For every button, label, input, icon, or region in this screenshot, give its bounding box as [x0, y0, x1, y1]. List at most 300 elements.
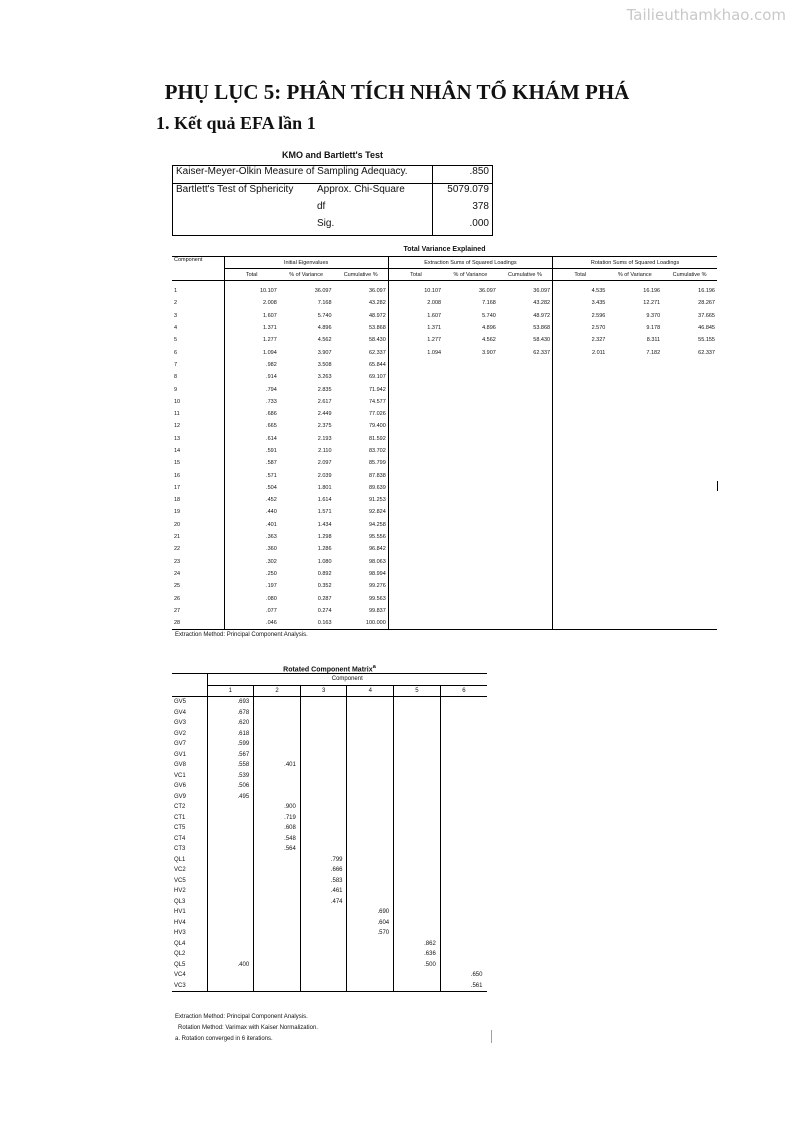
variance-cell: 1.286 [317, 546, 332, 553]
variance-cell [443, 556, 498, 568]
variance-cell [662, 617, 717, 630]
variance-cell [553, 580, 608, 592]
variance-cell [443, 482, 498, 494]
matrix-cell [254, 918, 301, 929]
variance-row [172, 605, 717, 617]
variance-row [172, 297, 717, 309]
matrix-cell [254, 697, 301, 708]
matrix-row [172, 729, 487, 740]
variance-cell [607, 519, 662, 531]
matrix-cell [300, 781, 347, 792]
variance-cell: 5 [174, 337, 178, 344]
matrix-row [172, 781, 487, 792]
variance-cell [388, 383, 443, 395]
matrix-cell [207, 865, 254, 876]
text-cursor [717, 481, 718, 491]
variance-cell: 95.556 [368, 534, 386, 541]
matrix-cell: GV4 [174, 709, 187, 716]
variance-cell: 1.277 [224, 334, 279, 346]
variance-cell: 2.449 [317, 411, 332, 418]
variance-cell [662, 556, 717, 568]
variance-cell [498, 592, 553, 604]
matrix-cell: GV5 [174, 699, 187, 706]
variance-cell [443, 396, 498, 408]
matrix-cell [394, 697, 441, 708]
matrix-cell [347, 771, 394, 782]
variance-cell [443, 469, 498, 481]
matrix-cell [300, 981, 347, 992]
rotated-caption [172, 664, 487, 673]
matrix-cell [440, 823, 487, 834]
variance-cell: 2.596 [553, 310, 608, 322]
matrix-cell [254, 907, 301, 918]
matrix-cell [254, 949, 301, 960]
variance-row [172, 592, 717, 604]
kmo-value: .850 [433, 166, 493, 184]
variance-cell [607, 408, 662, 420]
variance-cell [443, 383, 498, 395]
variance-cell: 1.277 [388, 334, 443, 346]
variance-row [172, 433, 717, 445]
variance-cell: 1.607 [388, 310, 443, 322]
df-label: df [317, 201, 326, 212]
variance-cell [553, 494, 608, 506]
variance-cell [553, 457, 608, 469]
variance-cell [662, 359, 717, 371]
variance-row [172, 482, 717, 494]
variance-cell: 0.274 [317, 607, 332, 614]
variance-cell [553, 531, 608, 543]
matrix-cell: .500 [394, 960, 441, 971]
variance-cell: 1 [174, 288, 178, 295]
matrix-cell [254, 739, 301, 750]
matrix-cell [347, 897, 394, 908]
variance-cell: 3.263 [317, 374, 332, 381]
variance-row [172, 383, 717, 395]
variance-cell [498, 383, 553, 395]
matrix-cell: VC3 [174, 982, 186, 989]
matrix-cell [394, 886, 441, 897]
matrix-cell: .900 [254, 802, 301, 813]
variance-cell [553, 408, 608, 420]
matrix-cell [440, 750, 487, 761]
variance-cell: 55.155 [698, 337, 715, 344]
variance-cell [388, 506, 443, 518]
matrix-cell [207, 823, 254, 834]
matrix-cell [394, 708, 441, 719]
variance-cell [443, 445, 498, 457]
kmo-caption: KMO and Bartlett's Test [282, 150, 383, 160]
variance-cell [662, 371, 717, 383]
variance-cell [553, 592, 608, 604]
variance-cell [443, 371, 498, 383]
variance-cell: 2.008 [388, 297, 443, 309]
variance-cell: 3.907 [482, 349, 496, 356]
variance-cell: 99.563 [368, 595, 386, 602]
variance-cell: 98.063 [368, 558, 386, 565]
variance-cell [553, 396, 608, 408]
matrix-cell: HV1 [174, 909, 186, 916]
matrix-cell [254, 886, 301, 897]
variance-cell: 4.896 [317, 325, 332, 332]
variance-note: Extraction Method: Principal Component Analysis. [175, 632, 308, 638]
matrix-cell [347, 802, 394, 813]
variance-cell: 1.080 [317, 558, 332, 565]
variance-cell: 16 [174, 472, 181, 479]
matrix-cell [394, 750, 441, 761]
variance-cell: .504 [224, 482, 279, 494]
matrix-row [172, 760, 487, 771]
variance-cell [662, 605, 717, 617]
variance-cell: 21 [174, 534, 181, 541]
variance-cell [553, 617, 608, 630]
rotated-caption-sup: a [372, 664, 376, 670]
variance-cell: 53.868 [368, 325, 386, 332]
variance-cell: 5.740 [317, 312, 332, 319]
matrix-row [172, 708, 487, 719]
variance-cell: 87.838 [368, 472, 386, 479]
variance-cell [388, 457, 443, 469]
matrix-cell [394, 718, 441, 729]
variance-row [172, 519, 717, 531]
variance-cell [443, 617, 498, 630]
sub-header-0: Total [224, 269, 279, 281]
matrix-note-1: Extraction Method: Principal Component Analysis. [175, 1014, 308, 1020]
matrix-cell: .604 [347, 918, 394, 929]
variance-cell [388, 371, 443, 383]
variance-cell [498, 433, 553, 445]
matrix-cell [440, 739, 487, 750]
variance-cell [607, 433, 662, 445]
matrix-cell: GV2 [174, 730, 187, 737]
variance-cell: 36.097 [368, 288, 386, 295]
matrix-component-header: Component [207, 674, 487, 686]
matrix-cell [347, 792, 394, 803]
variance-cell: 3.435 [553, 297, 608, 309]
variance-row [172, 469, 717, 481]
variance-cell [662, 457, 717, 469]
variance-cell: 99.276 [368, 583, 386, 590]
variance-cell: .452 [224, 494, 279, 506]
variance-cell: 1.614 [317, 497, 332, 504]
variance-row [172, 580, 717, 592]
variance-cell: 58.430 [368, 337, 386, 344]
bartlett-label: Bartlett's Test of Sphericity [176, 184, 294, 195]
group-header-initial: Initial Eigenvalues [224, 257, 388, 269]
matrix-row [172, 718, 487, 729]
variance-cell: 16.196 [698, 288, 715, 295]
matrix-cell [207, 939, 254, 950]
matrix-cell [300, 771, 347, 782]
variance-cell: 28 [174, 620, 181, 627]
matrix-row [172, 865, 487, 876]
variance-cell: 1.801 [317, 484, 332, 491]
matrix-cell [300, 729, 347, 740]
variance-cell [498, 359, 553, 371]
variance-cell: 2.375 [317, 423, 332, 430]
variance-cell: 0.352 [317, 583, 332, 590]
variance-cell [662, 383, 717, 395]
variance-cell: 96.842 [368, 546, 386, 553]
matrix-cell: .693 [207, 697, 254, 708]
matrix-cell [300, 939, 347, 950]
matrix-cell [394, 907, 441, 918]
variance-cell: .914 [224, 371, 279, 383]
matrix-component-1: 2 [254, 685, 301, 697]
variance-cell: 10.107 [224, 281, 279, 298]
matrix-cell: QL4 [174, 940, 186, 947]
matrix-note-3: a. Rotation converged in 6 iterations. [175, 1036, 273, 1042]
matrix-cell [394, 781, 441, 792]
df-value: 378 [433, 201, 493, 218]
matrix-cell [300, 739, 347, 750]
variance-cell: 36.097 [314, 288, 332, 295]
variance-cell [553, 556, 608, 568]
matrix-cell: .567 [207, 750, 254, 761]
matrix-cell [347, 949, 394, 960]
variance-cell [388, 605, 443, 617]
variance-cell: .363 [224, 531, 279, 543]
variance-row [172, 346, 717, 358]
matrix-cell: QL1 [174, 856, 186, 863]
matrix-cell [207, 949, 254, 960]
variance-cell [662, 445, 717, 457]
matrix-cell: .862 [394, 939, 441, 950]
variance-cell: 1.371 [388, 322, 443, 334]
variance-cell: .794 [224, 383, 279, 395]
variance-cell [607, 556, 662, 568]
matrix-component-0: 1 [207, 685, 254, 697]
variance-cell [662, 543, 717, 555]
variance-cell [662, 531, 717, 543]
variance-cell [443, 408, 498, 420]
page-title: PHỤ LỤC 5: PHÂN TÍCH NHÂN TỐ KHÁM PHÁ [164, 80, 630, 104]
variance-cell [607, 445, 662, 457]
matrix-cell: VC4 [174, 972, 186, 979]
kmo-table [172, 165, 493, 236]
variance-cell [553, 469, 608, 481]
variance-cell: 2.327 [553, 334, 608, 346]
matrix-cell [207, 981, 254, 992]
matrix-cell: .719 [254, 813, 301, 824]
matrix-cell [394, 792, 441, 803]
matrix-cell: .799 [300, 855, 347, 866]
matrix-cell [207, 907, 254, 918]
matrix-cell [300, 928, 347, 939]
matrix-cell [254, 928, 301, 939]
variance-cell: 1.298 [317, 534, 332, 541]
variance-cell [388, 396, 443, 408]
variance-cell [498, 568, 553, 580]
variance-cell [662, 506, 717, 518]
matrix-cell [394, 865, 441, 876]
matrix-cell [207, 928, 254, 939]
variance-cell: 65.844 [368, 361, 386, 368]
variance-cell: 4 [174, 325, 178, 332]
matrix-cell [207, 876, 254, 887]
variance-cell [388, 556, 443, 568]
chi-label: Approx. Chi-Square [317, 184, 405, 195]
variance-cell [607, 383, 662, 395]
variance-cell: .614 [224, 433, 279, 445]
variance-cell [607, 420, 662, 432]
variance-cell: 98.994 [368, 570, 386, 577]
variance-row [172, 531, 717, 543]
variance-cell [443, 543, 498, 555]
matrix-cell [300, 960, 347, 971]
matrix-cell [394, 729, 441, 740]
sub-header-5: Cumulative % [507, 271, 542, 278]
matrix-row [172, 970, 487, 981]
matrix-component-5: 6 [440, 685, 487, 697]
variance-cell: 9 [174, 386, 178, 393]
variance-cell: .080 [224, 592, 279, 604]
variance-cell: 7 [174, 361, 178, 368]
variance-cell: .197 [224, 580, 279, 592]
variance-cell: 69.107 [368, 374, 386, 381]
variance-cell [607, 469, 662, 481]
variance-caption: Total Variance Explained [403, 246, 486, 253]
matrix-cell [254, 960, 301, 971]
matrix-cell [347, 960, 394, 971]
variance-cell [388, 408, 443, 420]
matrix-cell: GV9 [174, 793, 187, 800]
variance-cell [553, 433, 608, 445]
matrix-row [172, 960, 487, 971]
variance-cell: .733 [224, 396, 279, 408]
variance-cell: 10.107 [388, 281, 443, 298]
variance-cell [662, 519, 717, 531]
matrix-cell: CT3 [174, 846, 186, 853]
variance-cell [662, 469, 717, 481]
total-variance-table [172, 256, 717, 630]
variance-cell [607, 371, 662, 383]
matrix-cell [440, 876, 487, 887]
variance-cell [662, 494, 717, 506]
rotated-matrix-table [172, 673, 487, 992]
matrix-cell: QL5 [174, 961, 186, 968]
sig-value: .000 [433, 218, 493, 236]
variance-cell: 53.868 [533, 325, 551, 332]
matrix-cell [347, 886, 394, 897]
matrix-cell [300, 907, 347, 918]
matrix-cell: .620 [207, 718, 254, 729]
variance-cell: 2.835 [317, 386, 332, 393]
matrix-cell [440, 865, 487, 876]
matrix-cell [394, 760, 441, 771]
variance-cell: 10 [174, 398, 181, 405]
matrix-row [172, 771, 487, 782]
matrix-cell [207, 813, 254, 824]
matrix-cell [440, 792, 487, 803]
matrix-cell: CT5 [174, 825, 186, 832]
variance-cell [498, 469, 553, 481]
matrix-cell: .608 [254, 823, 301, 834]
matrix-cell [440, 897, 487, 908]
matrix-cell [300, 949, 347, 960]
matrix-cell [394, 855, 441, 866]
variance-cell: 5.740 [482, 312, 496, 319]
matrix-cell: GV8 [174, 762, 187, 769]
variance-cell: 0.892 [317, 570, 332, 577]
rotated-caption-text: Rotated Component Matrix [283, 666, 373, 674]
kmo-label: Kaiser-Meyer-Olkin Measure of Sampling Adequacy. [176, 166, 408, 177]
matrix-cell [347, 865, 394, 876]
matrix-cell [394, 876, 441, 887]
variance-cell [443, 359, 498, 371]
variance-row [172, 408, 717, 420]
variance-cell: .587 [224, 457, 279, 469]
matrix-row [172, 918, 487, 929]
matrix-cell [394, 928, 441, 939]
variance-cell [662, 592, 717, 604]
matrix-cell: .650 [440, 970, 487, 981]
matrix-cell: .400 [207, 960, 254, 971]
variance-cell [388, 543, 443, 555]
sub-header-7: % of Variance [617, 271, 652, 278]
sub-header-4: % of Variance [453, 271, 488, 278]
variance-cell: 2.193 [317, 435, 332, 442]
matrix-cell [300, 918, 347, 929]
matrix-component-2: 3 [300, 685, 347, 697]
variance-cell: 1.434 [317, 521, 332, 528]
variance-cell: 48.972 [368, 312, 386, 319]
variance-cell [553, 605, 608, 617]
matrix-cell [254, 855, 301, 866]
variance-cell: .046 [224, 617, 279, 630]
variance-cell: 17 [174, 484, 181, 491]
matrix-row [172, 876, 487, 887]
variance-cell [388, 592, 443, 604]
matrix-cell [347, 708, 394, 719]
variance-cell [662, 433, 717, 445]
variance-cell: 7.182 [646, 349, 661, 356]
matrix-cell: CT1 [174, 814, 186, 821]
variance-cell [607, 396, 662, 408]
matrix-cell [254, 876, 301, 887]
variance-cell [498, 482, 553, 494]
variance-cell: 62.337 [368, 349, 386, 356]
matrix-cell: .561 [440, 981, 487, 992]
variance-cell: 1.094 [224, 346, 279, 358]
matrix-cell [254, 729, 301, 740]
variance-cell: 9.178 [646, 325, 661, 332]
matrix-cell [300, 823, 347, 834]
matrix-cell [300, 834, 347, 845]
matrix-cell: GV1 [174, 751, 187, 758]
matrix-row [172, 981, 487, 992]
variance-cell: 62.337 [533, 349, 551, 356]
variance-cell: 81.592 [368, 435, 386, 442]
matrix-row [172, 949, 487, 960]
section-heading: 1. Kết quả EFA lần 1 [156, 113, 316, 133]
variance-cell [388, 519, 443, 531]
group-header-rotation: Rotation Sums of Squared Loadings [553, 257, 717, 269]
matrix-cell: GV7 [174, 741, 187, 748]
matrix-row [172, 834, 487, 845]
matrix-cell [254, 750, 301, 761]
sub-header-8: Cumulative % [672, 271, 707, 278]
matrix-cell [347, 970, 394, 981]
variance-cell: 91.253 [368, 497, 386, 504]
matrix-cell [254, 718, 301, 729]
matrix-cell [394, 981, 441, 992]
variance-cell: 71.942 [368, 386, 386, 393]
variance-cell: 3.508 [317, 361, 332, 368]
matrix-cell [394, 970, 441, 981]
variance-cell: 22 [174, 546, 181, 553]
variance-cell: 8.311 [646, 337, 661, 344]
